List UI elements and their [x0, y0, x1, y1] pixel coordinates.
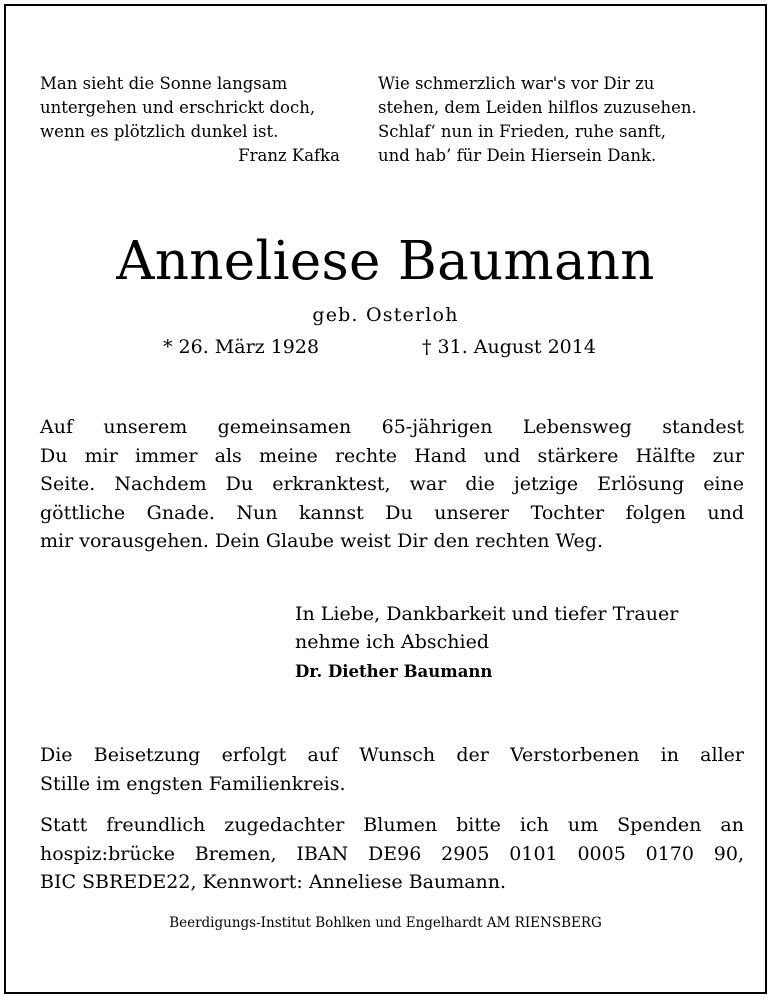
message-line: Seite. Nachdem Du erkranktest, war die jetzige Erlösung eine [40, 473, 744, 495]
donation-notice [40, 811, 744, 897]
burial-line: Die Beisetzung erfolgt auf Wunsch der Verstorbenen in aller [40, 744, 744, 766]
signer-name: Dr. Diether Baumann [295, 662, 493, 681]
message-line: Du mir immer als meine rechte Hand und stärkere Hälfte zur [40, 444, 744, 467]
quote-right-line: Wie schmerzlich war's vor Dir zu [378, 74, 655, 93]
quote-right-line: und hab’ für Dein Hiersein Dank. [378, 146, 657, 165]
burial-notice [40, 741, 744, 798]
message-line: Auf unserem gemeinsamen 65-jährigen Lebensweg standest [40, 416, 744, 438]
death-date: † 31. August 2014 [422, 336, 596, 358]
quote-left [40, 72, 340, 168]
deceased-name: Anneliese Baumann [116, 231, 655, 292]
donation-line: BIC SBREDE22, Kennwort: Anneliese Baumann. [40, 871, 507, 893]
funeral-institute: Beerdigungs-Institut Bohlken und Engelhardt AM RIENSBERG [169, 915, 602, 931]
maiden-name: geb. Osterloh [312, 304, 459, 326]
birth-date: * 26. März 1928 [163, 336, 320, 358]
message-line: göttliche Gnade. Nun kannst Du unserer Tochter folgen und [40, 501, 744, 524]
message-paragraph [40, 413, 744, 556]
quote-right-line: stehen, dem Leiden hilflos zuzusehen. [378, 98, 697, 117]
quote-author: Franz Kafka [238, 146, 340, 165]
quote-right-line: Schlaf‘ nun in Frieden, ruhe sanft, [378, 122, 667, 141]
quote-right [378, 72, 708, 168]
signoff-line: In Liebe, Dankbarkeit und tiefer Trauer [295, 603, 679, 625]
quote-left-line: Man sieht die Sonne langsam [40, 74, 288, 93]
signoff [295, 600, 678, 656]
donation-line: hospiz:brücke Bremen, IBAN DE96 2905 0101 0005 0170 90, [40, 842, 744, 865]
donation-line: Statt freundlich zugedachter Blumen bitte ich um Spenden an [40, 814, 744, 836]
quote-left-line: untergehen und erschrickt doch, [40, 98, 316, 117]
burial-line: Stille im engsten Familienkreis. [40, 772, 346, 795]
quote-left-line: wenn es plötzlich dunkel ist. [40, 122, 279, 141]
signoff-line: nehme ich Abschied [295, 631, 490, 653]
obituary-notice [4, 4, 767, 994]
message-line: mir vorausgehen. Dein Glaube weist Dir den rechten Weg. [40, 530, 603, 552]
